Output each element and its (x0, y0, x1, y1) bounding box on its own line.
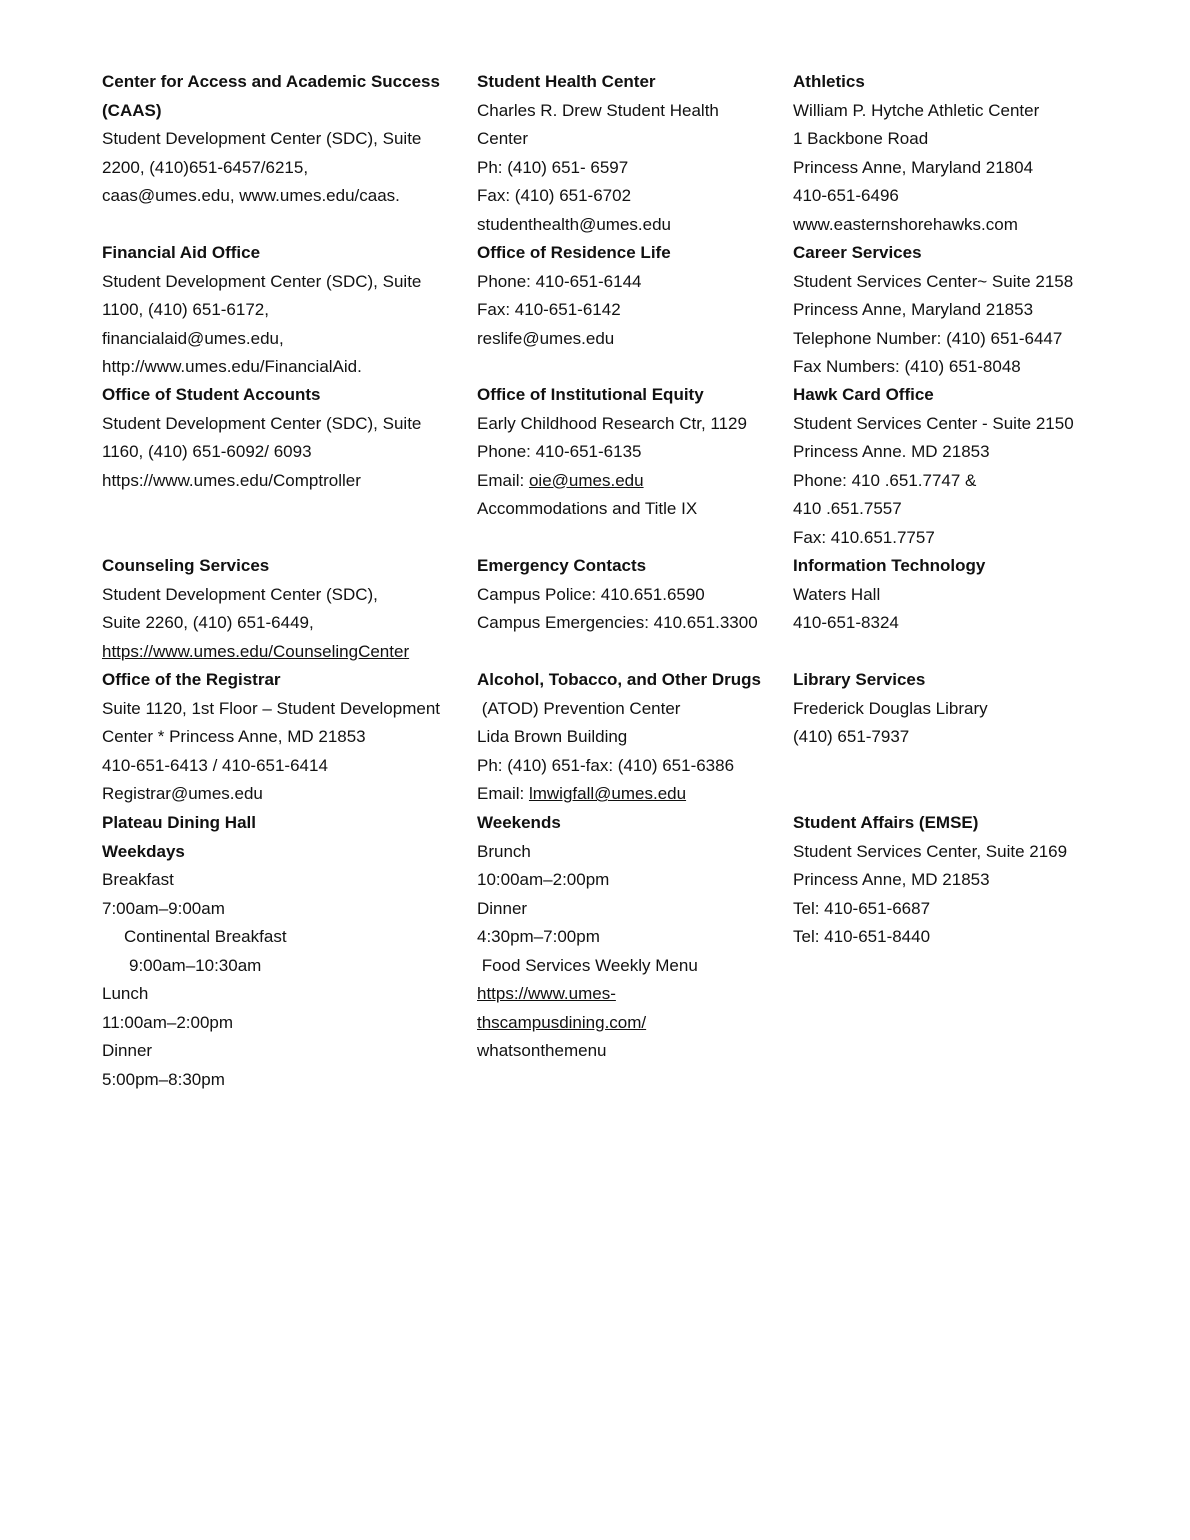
hawkcard-line: Princess Anne. MD 21853 (793, 442, 990, 461)
section-title: Information Technology (793, 556, 986, 575)
it-line: 410-651-8324 (793, 613, 899, 632)
registrar-line: Registrar@umes.edu (102, 784, 263, 803)
section-title: Office of the Registrar (102, 670, 281, 689)
career-services-section (793, 239, 1173, 382)
caas-line: Student Development Center (SDC), Suite (102, 129, 422, 148)
section-title: Athletics (793, 72, 865, 91)
atod-email-line (477, 780, 857, 809)
caas-line: 2200, (410)651-6457/6215, (102, 157, 309, 177)
equity-line: Early Childhood Research Ctr, 1129 (477, 413, 747, 433)
menu-link[interactable]: thscampusdining.com/ (477, 1012, 647, 1032)
section-title: Office of Institutional Equity (477, 385, 704, 404)
library-services-section (793, 666, 1173, 752)
emergency-line: Campus Emergencies: 410.651.3300 (477, 613, 758, 632)
library-line: Frederick Douglas Library (793, 698, 988, 718)
equity-line: Accommodations and Title IX (477, 499, 698, 518)
meal-time: 4:30pm–7:00pm (477, 927, 600, 946)
section-title: Plateau Dining Hall (102, 813, 256, 832)
meal-label: Continental Breakfast (124, 927, 287, 946)
weekdays-heading: Weekdays (102, 841, 185, 861)
caas-section (102, 68, 482, 211)
email-label: Email: (477, 470, 529, 490)
registrar-line: Center * Princess Anne, MD 21853 (102, 727, 366, 746)
accounts-line: https://www.umes.edu/Comptroller (102, 470, 361, 490)
finaid-line: financialaid@umes.edu, (102, 328, 284, 348)
emergency-line: Campus Police: 410.651.6590 (477, 584, 705, 604)
registrar-line: 410-651-6413 / 410-651-6414 (102, 755, 328, 775)
counseling-section (102, 552, 482, 666)
meal-time: 10:00am–2:00pm (477, 870, 610, 889)
counseling-line: Suite 2260, (410) 651-6449, (102, 613, 314, 632)
student-affairs-section (793, 809, 1173, 952)
menu-link[interactable]: https://www.umes- (477, 984, 616, 1003)
section-title: Library Services (793, 670, 926, 689)
section-title-cont: (CAAS) (102, 100, 162, 120)
athletics-line: Princess Anne, Maryland 21804 (793, 157, 1034, 177)
meal-label: Breakfast (102, 870, 174, 889)
section-title: Counseling Services (102, 556, 270, 575)
email-label: Email: (477, 784, 529, 803)
atod-line: Ph: (410) 651-fax: (410) 651-6386 (477, 755, 735, 775)
health-line: studenthealth@umes.edu (477, 214, 671, 234)
meal-label: Lunch (102, 984, 149, 1003)
atod-line: (ATOD) Prevention Center (477, 698, 681, 718)
meal-time: 9:00am–10:30am (129, 955, 262, 975)
meal-time: 5:00pm–8:30pm (102, 1069, 225, 1089)
counseling-link[interactable]: https://www.umes.edu/CounselingCenter (102, 641, 410, 661)
hawkcard-line: Phone: 410 .651.7747 & (793, 470, 977, 490)
finaid-line: http://www.umes.edu/FinancialAid. (102, 357, 362, 376)
library-line: (410) 651-7937 (793, 727, 910, 746)
it-line: Waters Hall (793, 584, 881, 604)
weekly-menu-label: Food Services Weekly Menu (477, 955, 698, 975)
student-accounts-section (102, 381, 482, 495)
section-title: Career Services (793, 243, 922, 262)
career-line: Fax Numbers: (410) 651-8048 (793, 357, 1021, 376)
athletics-line: 410-651-6496 (793, 186, 899, 205)
financial-aid-section (102, 239, 482, 382)
health-line: Charles R. Drew Student Health (477, 100, 719, 120)
meal-label: Dinner (477, 898, 528, 918)
athletics-section (793, 68, 1173, 239)
counseling-line: Student Development Center (SDC), (102, 584, 378, 604)
career-line: Student Services Center~ Suite 2158 (793, 271, 1074, 291)
finaid-line: 1100, (410) 651-6172, (102, 300, 269, 319)
section-title: Student Health Center (477, 72, 656, 91)
meal-label: Dinner (102, 1041, 153, 1060)
hawkcard-line: Fax: 410.651.7757 (793, 527, 935, 547)
health-line: Ph: (410) 651- 6597 (477, 157, 629, 177)
section-title: Weekends (477, 813, 561, 832)
section-title: Emergency Contacts (477, 556, 647, 575)
affairs-line: Tel: 410-651-8440 (793, 927, 931, 946)
section-title: Student Affairs (EMSE) (793, 813, 979, 832)
section-title: Office of Student Accounts (102, 385, 321, 404)
atod-email-link[interactable]: lmwigfall@umes.edu (528, 784, 687, 803)
athletics-line: 1 Backbone Road (793, 129, 929, 148)
meal-label: Brunch (477, 841, 531, 861)
meal-time: 11:00am–2:00pm (102, 1012, 234, 1032)
career-line: Princess Anne, Maryland 21853 (793, 300, 1034, 319)
reslife-line: Phone: 410-651-6144 (477, 271, 642, 291)
atod-line: Lida Brown Building (477, 727, 628, 746)
section-title: Office of Residence Life (477, 243, 671, 262)
accounts-line: Student Development Center (SDC), Suite (102, 413, 422, 433)
affairs-line: Princess Anne, MD 21853 (793, 870, 990, 889)
registrar-line: Suite 1120, 1st Floor – Student Development (102, 698, 440, 718)
dining-section (102, 809, 482, 1094)
accounts-line: 1160, (410) 651-6092/ 6093 (102, 442, 312, 461)
affairs-line: Student Services Center, Suite 2169 (793, 841, 1068, 861)
athletics-line: William P. Hytche Athletic Center (793, 100, 1040, 120)
section-title: Center for Access and Academic Success (102, 72, 440, 91)
finaid-line: Student Development Center (SDC), Suite (102, 271, 422, 291)
section-title: Alcohol, Tobacco, and Other Drugs (477, 670, 761, 689)
health-line: Fax: (410) 651-6702 (477, 186, 632, 205)
athletics-line: www.easternshorehawks.com (793, 214, 1018, 234)
section-title: Hawk Card Office (793, 385, 934, 404)
reslife-line: Fax: 410-651-6142 (477, 300, 621, 319)
hawk-card-section (793, 381, 1173, 552)
hawkcard-line: 410 .651.7557 (793, 499, 902, 518)
affairs-line: Tel: 410-651-6687 (793, 898, 931, 918)
menu-link-tail: whatsonthemenu (477, 1041, 607, 1060)
reslife-line: reslife@umes.edu (477, 328, 615, 348)
meal-time: 7:00am–9:00am (102, 898, 225, 918)
caas-line: caas@umes.edu, www.umes.edu/caas. (102, 186, 400, 205)
information-technology-section (793, 552, 1173, 638)
career-line: Telephone Number: (410) 651-6447 (793, 328, 1063, 348)
hawkcard-line: Student Services Center - Suite 2150 (793, 413, 1074, 433)
equity-line: Phone: 410-651-6135 (477, 442, 642, 461)
section-title: Financial Aid Office (102, 243, 261, 262)
health-line: Center (477, 129, 529, 148)
registrar-section (102, 666, 482, 809)
equity-email-link[interactable]: oie@umes.edu (528, 470, 644, 490)
